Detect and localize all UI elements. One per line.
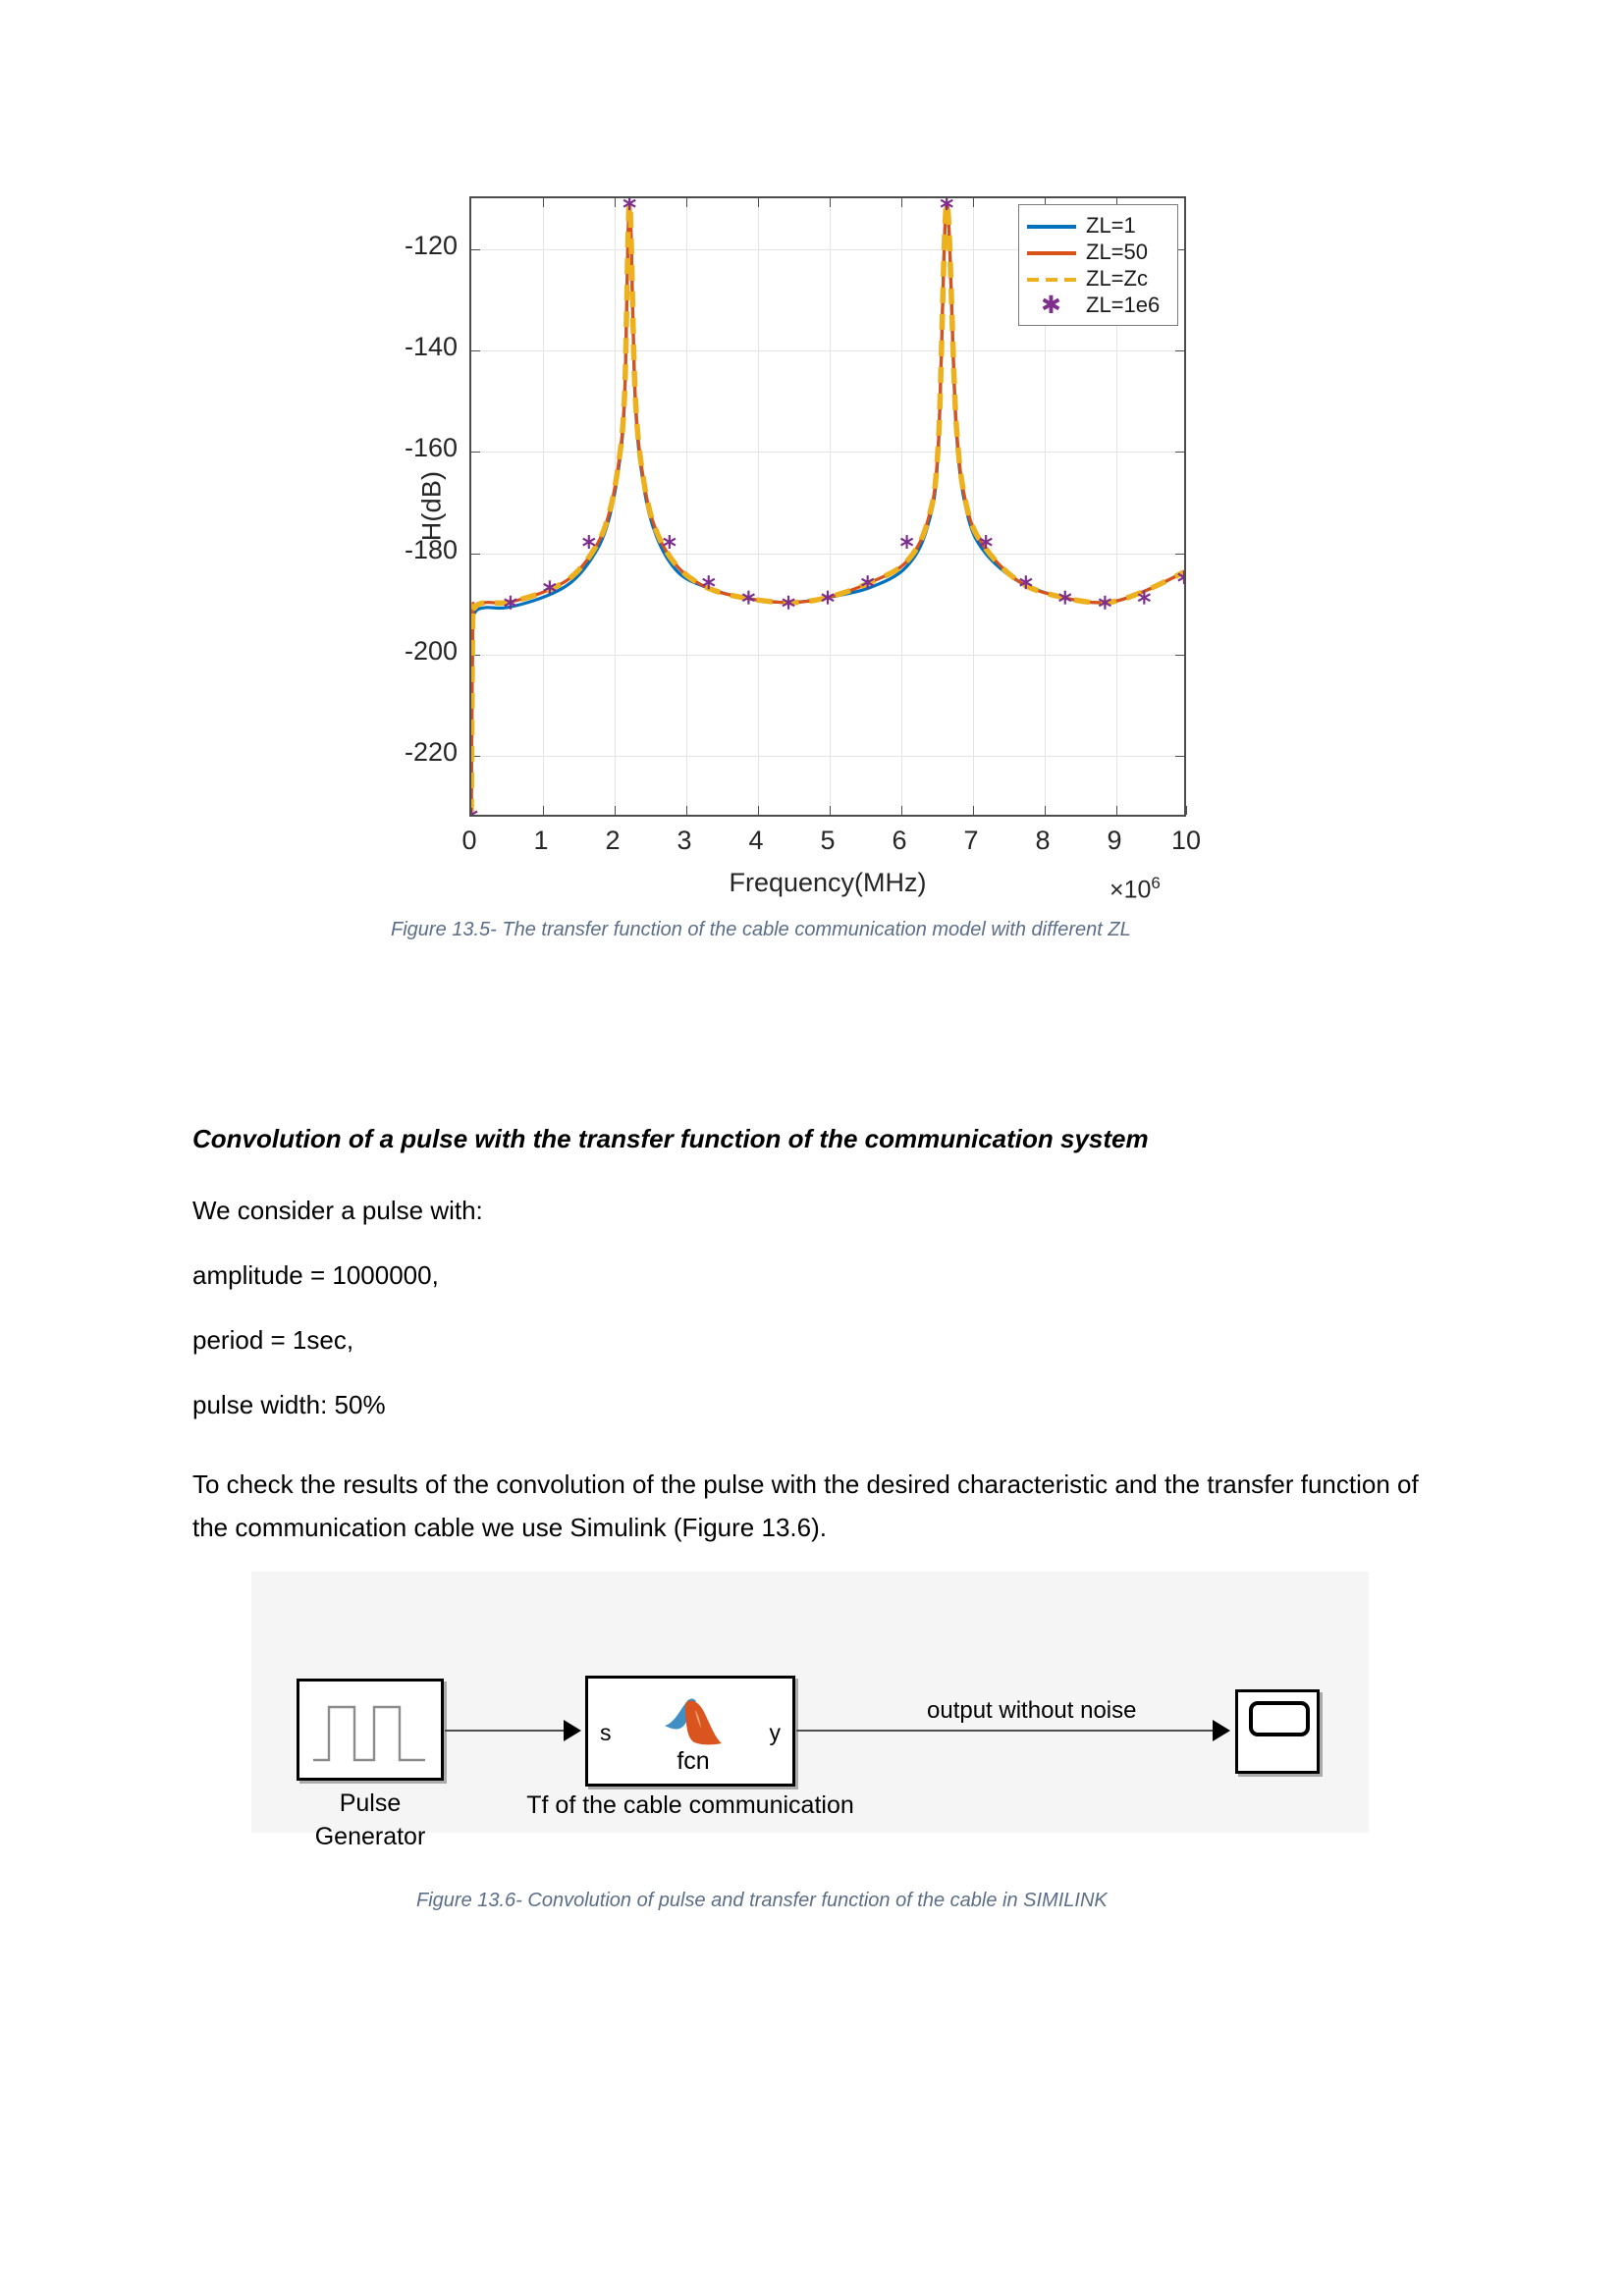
axis-tick-label-y: -140 — [404, 332, 458, 361]
figure-13-5-caption: Figure 13.5- The transfer function of the cable communication model with different ZL — [391, 919, 1131, 940]
block-label-pulse-generator-line1: Pulse — [339, 1789, 402, 1817]
block-label-matlab-function: Tf of the cable communication — [526, 1791, 854, 1819]
legend-label: ZL=50 — [1086, 239, 1148, 264]
axis-tick-label-x: 2 — [605, 826, 621, 855]
legend-item — [1019, 212, 1177, 239]
scope-screen-icon — [1249, 1701, 1310, 1736]
block-icon-caption-fcn: fcn — [677, 1747, 710, 1775]
block-matlab-function[interactable] — [585, 1676, 795, 1787]
matlab-membrane-icon — [663, 1696, 724, 1747]
chart-legend — [1018, 204, 1178, 326]
paragraph-intro: We consider a pulse with: — [192, 1196, 483, 1225]
signal-arrow-icon — [1213, 1720, 1230, 1741]
legend-item — [1019, 239, 1177, 265]
paragraph-amplitude: amplitude = 1000000, — [192, 1260, 439, 1290]
pulse-waveform-icon — [299, 1682, 441, 1778]
chart-y-axis-label: H(dB) — [416, 470, 447, 542]
section-heading: Convolution of a pulse with the transfer function of the communication system — [192, 1124, 1149, 1153]
exponent-power: 6 — [1151, 874, 1161, 892]
port-label-output: y — [769, 1720, 781, 1745]
chart-x-axis-label: Frequency(MHz) — [729, 868, 927, 897]
figure-13-6 — [251, 1572, 1369, 1850]
signal-wire-fcn-to-scope — [796, 1730, 1214, 1732]
legend-swatch-line — [1025, 218, 1078, 234]
axis-tick-label-x: 9 — [1107, 826, 1122, 855]
axis-tick-label-y: -220 — [404, 737, 458, 767]
signal-arrow-icon — [564, 1720, 581, 1741]
paragraph-period: period = 1sec, — [192, 1325, 354, 1355]
figure-13-6-caption: Figure 13.6- Convolution of pulse and transfer function of the cable in SIMILINK — [416, 1890, 1108, 1911]
legend-label: ZL=Zc — [1086, 265, 1148, 291]
figure-13-5 — [363, 196, 1227, 904]
signal-wire-pulse-to-fcn — [445, 1730, 565, 1732]
legend-item — [1019, 292, 1177, 318]
legend-item — [1019, 265, 1177, 292]
signal-label-output-without-noise: output without noise — [927, 1697, 1137, 1724]
block-label-pulse-generator-line2: Generator — [314, 1823, 426, 1850]
axis-tick-label-y: -200 — [404, 636, 458, 666]
legend-swatch-line — [1025, 244, 1078, 260]
exponent-base: ×10 — [1110, 876, 1152, 904]
axis-tick-x — [1186, 806, 1187, 815]
legend-swatch-dashed — [1025, 271, 1078, 287]
axis-tick-label-y: -160 — [404, 433, 458, 462]
port-label-input: s — [600, 1720, 612, 1745]
axis-tick-label-x: 7 — [963, 826, 979, 855]
axis-tick-label-x: 10 — [1170, 826, 1202, 855]
axis-tick-label-x: 8 — [1035, 826, 1051, 855]
axis-tick-label-y: -180 — [404, 535, 458, 564]
legend-label: ZL=1e6 — [1086, 292, 1161, 317]
block-pulse-generator[interactable] — [297, 1679, 444, 1781]
axis-tick-label-x: 4 — [748, 826, 764, 855]
chart-x-axis-exponent — [1110, 874, 1161, 904]
legend-label: ZL=1 — [1086, 212, 1136, 238]
block-scope[interactable] — [1235, 1689, 1320, 1774]
axis-tick-label-x: 5 — [820, 826, 836, 855]
axis-tick-label-x: 1 — [533, 826, 549, 855]
axis-tick-label-x: 6 — [892, 826, 907, 855]
axis-tick-label-y: -120 — [404, 231, 458, 260]
axis-tick-label-x: 0 — [461, 826, 477, 855]
chart-plot-area — [469, 196, 1186, 817]
paragraph-simulink: To check the results of the convolution of the pulse with the desired characteristic and the transfer function of the communication cable we use Simulink (Figure 13.6). — [192, 1469, 1419, 1542]
legend-swatch-asterisk-icon: ✱ — [1041, 291, 1061, 319]
axis-tick-label-x: 3 — [677, 826, 692, 855]
paragraph-pulse-width: pulse width: 50% — [192, 1390, 386, 1419]
